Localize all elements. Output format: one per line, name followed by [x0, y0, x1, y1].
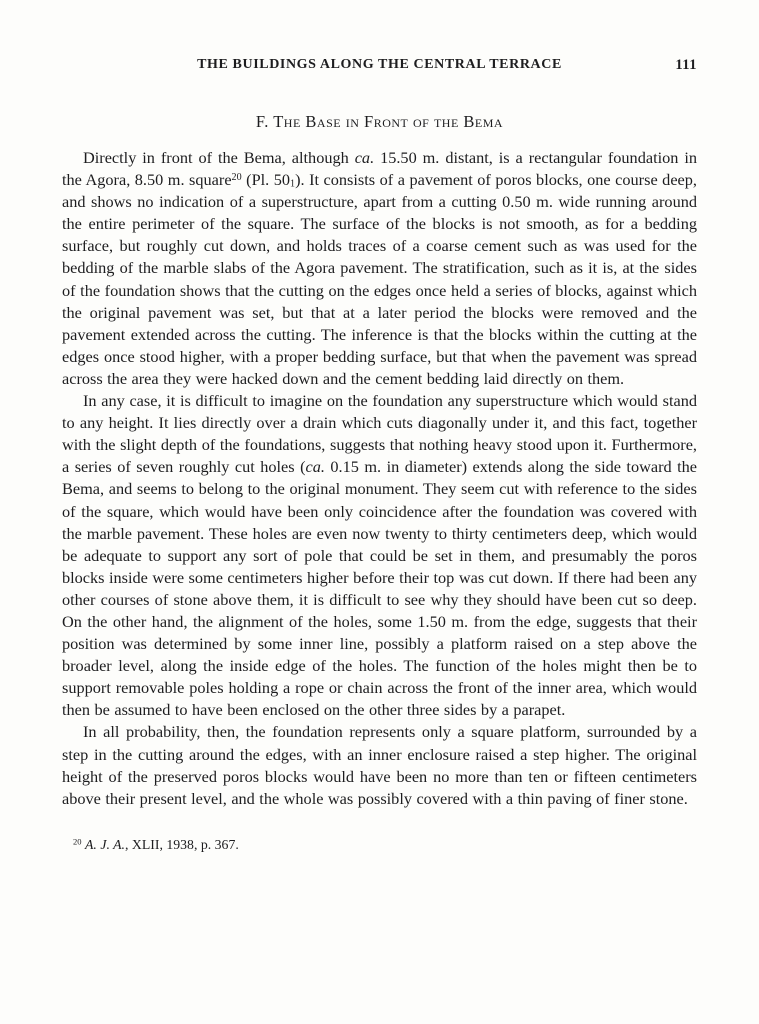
- paragraph-2: In any case, it is difficult to imagine on the foundation any superstructure which would stand to any height. It lies directly over a drain which cuts diagonally under it, and this fact, together with the slight depth of the foundations, suggests that nothing heavy stood upon it. Furthermore, a series of seven roughly cut holes (ca. 0.15 m. in diameter) extends along the side toward the Bema, and seems to belong to the original monument. They seem cut with reference to the sides of the square, which would have been only coincidence after the foundation was covered with the marble pavement. These holes are even now twenty to thirty centimeters deep, which would be adequate to support any sort of pole that could be set in them, and presumably the poros blocks inside were some centimeters higher before their top was cut down. If there had been any other courses of stone above them, it is difficult to see why they should have been cut so deep. On the other hand, the alignment of the holes, some 1.50 m. from the edge, suggests that their position was determined by some inner line, possibly a platform raised on a step above the broader level, along the inside edge of the holes. The function of the holes might then be to support removable poles holding a rope or chain across the front of the inner area, which would then be assumed to have been enclosed on the other three sides by a parapet.: [62, 391, 697, 720]
- paragraph-1: Directly in front of the Bema, although ca. 15.50 m. distant, is a rectangular foundation in the Agora, 8.50 m. square$^{20}$ (Pl. $50_1$). It consists of a pavement of poros blocks, one course deep, and shows no indication of a superstructure, apart from a cutting 0.50 m. wide running around the entire perimeter of the square. The surface of the blocks is not smooth, as for a bedding surface, but roughly cut down, and holds traces of a coarse cement such as was used for the bedding of the marble slabs of the Agora pavement. The stratification, such as it is, at the sides of the foundation shows that the cutting on the edges once held a series of blocks, against which the original pavement was set, but that at a later period the blocks were removed and the pavement extended across the cutting. The inference is that the blocks within the cutting at the edges once stood higher, with a proper bedding surface, but that when the pavement was spread across the area they were hacked down and the cement bedding laid directly on them.: [62, 148, 697, 388]
- section-title: F. The Base in Front of the Bema: [255, 112, 504, 131]
- page-number: 111: [675, 57, 697, 73]
- body-text: [62, 147, 697, 810]
- running-header: [62, 57, 697, 75]
- footnote: $^{20}$ A. J. A., XLII, 1938, p. 367.: [73, 836, 239, 852]
- running-header-title: THE BUILDINGS ALONG THE CENTRAL TERRACE: [197, 57, 562, 72]
- paragraph-3: In all probability, then, the foundation represents only a square platform, surrounded by a step in the cutting around the edges, with an inner enclosure raised a step higher. The original height of the preserved poros blocks would have been no more than ten or fifteen centimeters above their present level, and the whole was possibly covered with a thin paving of finer stone.: [62, 722, 697, 808]
